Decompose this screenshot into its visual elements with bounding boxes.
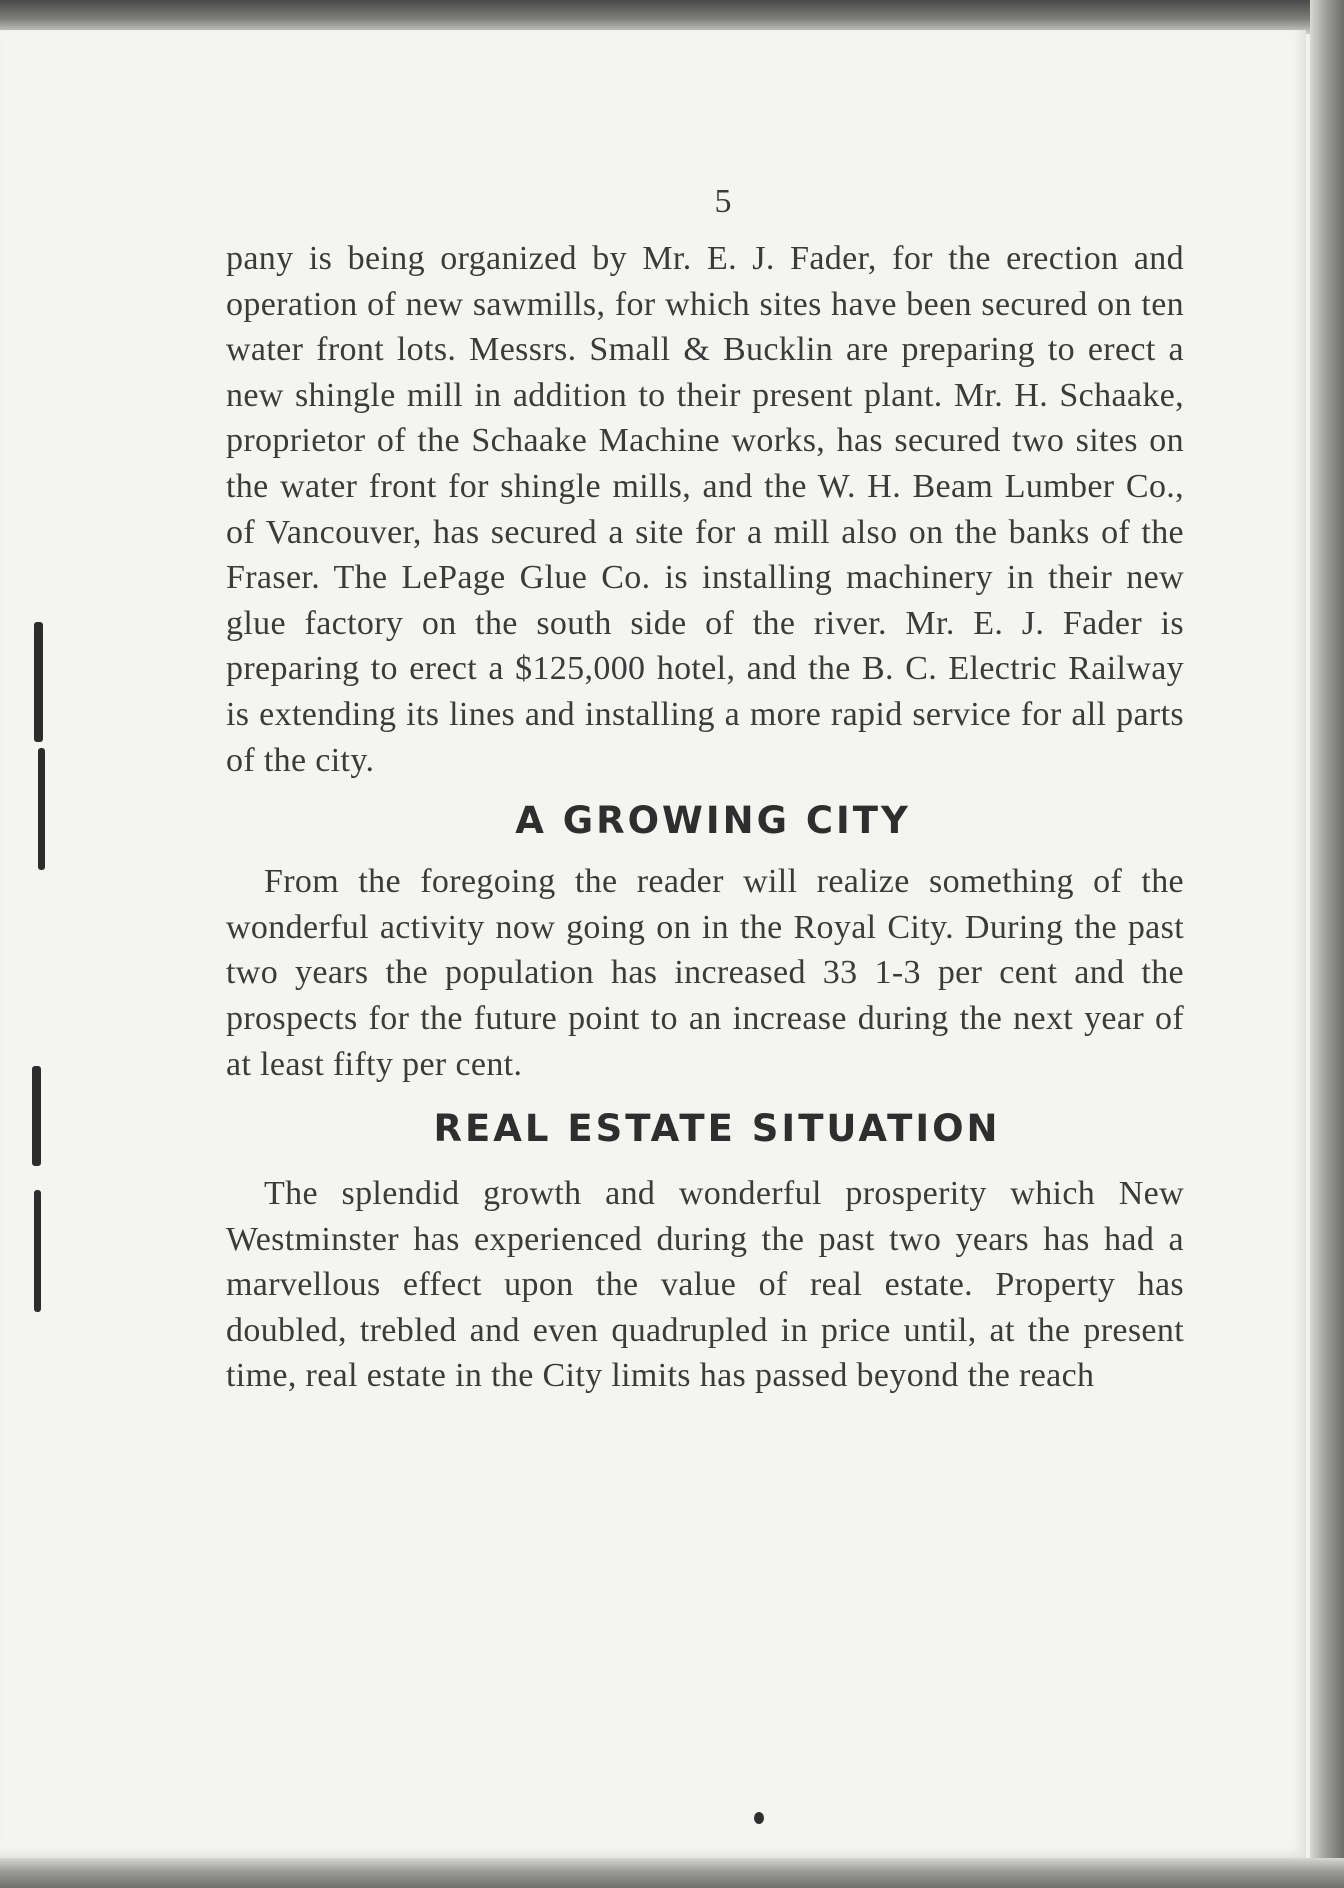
body-paragraph: The splendid growth and wonderful prosperity which New Westminster has experienced during the past two years has had a marvellous effect upon the value of real estate. Property has doubled, trebled and even quadrupled in price until, at the present time, real estate in the City limits has passed beyond the reach — [226, 1175, 1184, 1395]
scan-right-edge — [1310, 0, 1344, 1888]
body-paragraph: pany is being organized by Mr. E. J. Fader, for the erection and operation of new sawmills, for which sites have been secured on ten water front lots. Messrs. Small & Bucklin are preparing to erect a new shingle mill in addition to their present plant. Mr. H. Schaake, proprietor of the Schaake Machine works, has secured two sites on the water front for shingle mills, and the W. H. Beam Lumber Co., of Vancouver, has secured a site for a mill also on the banks of the Fraser. The LePage Glue Co. is installing machinery in their new glue factory on the south side of the river. Mr. E. J. Fader is preparing to erect a $125,000 hotel, and the B. C. Electric Railway is extending its lines and installing a more rapid service for all parts of the city. — [226, 240, 1184, 779]
section-heading: A GROWING CITY — [515, 799, 911, 843]
section-heading: REAL ESTATE SITUATION — [433, 1107, 1001, 1151]
binding-mark — [34, 1190, 41, 1312]
binding-mark — [38, 748, 45, 870]
paper-sheet — [0, 30, 1306, 1858]
ink-dot — [754, 1812, 764, 1824]
scan-bottom-edge — [0, 1858, 1344, 1888]
body-paragraph: From the foregoing the reader will realize something of the wonderful activity now going on in the Royal City. During the past two years the population has increased 33 1-3 per cent and the prospects for the future point to an increase during the next year of at least fifty per cent. — [226, 863, 1184, 1083]
page-number: 5 — [714, 183, 732, 220]
binding-mark — [34, 622, 43, 742]
page-content — [226, 180, 1184, 1399]
scan-top-edge — [0, 0, 1344, 34]
binding-mark — [32, 1066, 41, 1166]
